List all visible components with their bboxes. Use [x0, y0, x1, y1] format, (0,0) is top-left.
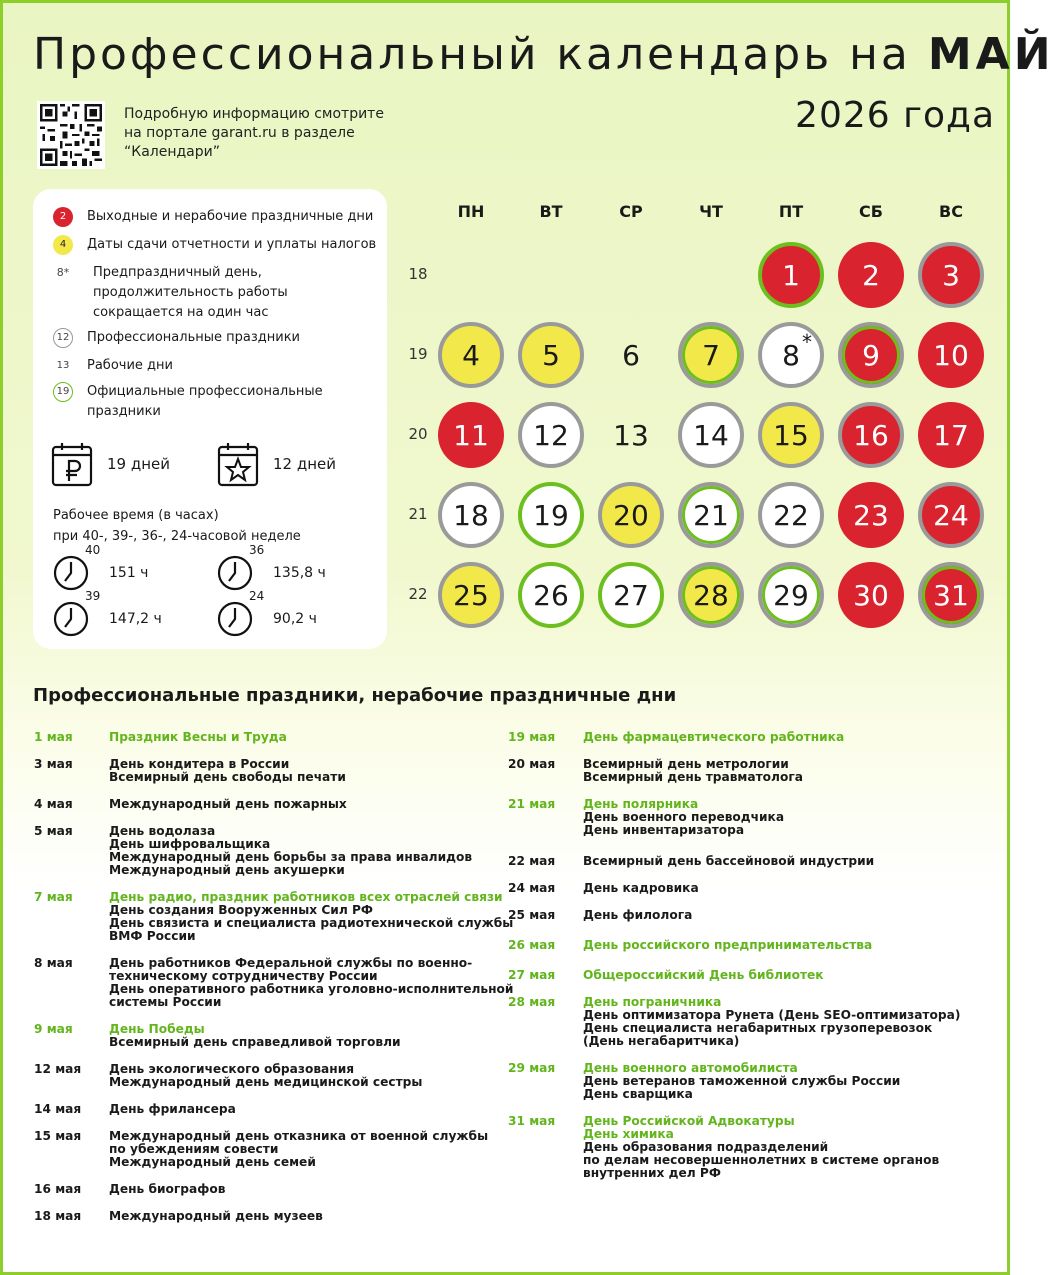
holiday-date: 15 мая	[34, 1129, 82, 1143]
legend-item-professional	[53, 328, 377, 348]
day-number: 14	[693, 418, 729, 452]
holiday-name: Международный день семей	[109, 1155, 316, 1169]
calendar-day[interactable]	[918, 322, 984, 388]
holiday-name: День Победы	[109, 1022, 205, 1036]
legend-mark: 4	[53, 235, 73, 255]
holiday-date: 27 мая	[508, 968, 556, 982]
holiday-name: День создания Вооруженных Сил РФ	[109, 903, 374, 917]
holiday-date: 18 мая	[34, 1209, 82, 1223]
calendar-day[interactable]	[758, 402, 824, 468]
day-number: 18	[453, 498, 489, 532]
calendar-day[interactable]	[838, 482, 904, 548]
info-text: Подробную информацию смотрите на портале garant.ru в разделе “Календари”	[124, 106, 384, 160]
holiday-name: День биографов	[109, 1182, 226, 1196]
holiday-name: внутренних дел РФ	[583, 1166, 721, 1180]
weekday-header: ЧТ	[699, 202, 723, 221]
holiday-name: Всемирный день свободы печати	[109, 770, 346, 784]
legend-item-official	[53, 382, 327, 422]
holiday-name: Международный день пожарных	[109, 797, 347, 811]
legend-item-workdays	[53, 356, 377, 376]
day-number: 28	[693, 578, 729, 612]
legend-mark: 8*	[56, 266, 70, 279]
holiday-names	[583, 1115, 939, 1180]
week-hours-label: 36	[249, 543, 265, 557]
holiday-name: День оптимизатора Рунета (День SEO-оптимизатора)	[583, 1008, 961, 1022]
calendar-day[interactable]	[918, 482, 984, 548]
holiday-name: День радио, праздник работников всех отраслей связи	[109, 890, 503, 904]
holiday-names	[583, 1062, 900, 1101]
holiday-name: Международный день отказника от военной службы	[109, 1129, 489, 1143]
work-days-value: 19 дней	[107, 455, 171, 473]
holiday-name: День полярника	[583, 797, 699, 811]
holiday-entry	[34, 1130, 488, 1169]
week-hours-label: 24	[249, 589, 265, 603]
holiday-name: День Российской Адвокатуры	[583, 1114, 795, 1128]
holiday-date: 22 мая	[508, 854, 556, 868]
day-number: 9	[862, 338, 880, 372]
holiday-name: Всемирный день справедливой торговли	[109, 1035, 401, 1049]
calendar-day[interactable]	[838, 242, 904, 308]
work-time-title: Рабочее время (в часах)	[53, 508, 219, 523]
holiday-entry	[34, 891, 513, 943]
holiday-name: Международный день музеев	[109, 1209, 323, 1223]
holidays-title: Профессиональные праздники, нерабочие праздничные дни	[33, 685, 677, 706]
calendar-day[interactable]	[518, 482, 584, 548]
holiday-date: 28 мая	[508, 995, 556, 1009]
calendar-day[interactable]	[518, 562, 584, 628]
star-calendar-icon	[217, 441, 259, 487]
clock-icon	[217, 555, 253, 591]
day-number: 16	[853, 418, 889, 452]
holiday-name: День инвентаризатора	[583, 823, 745, 837]
calendar-day[interactable]	[438, 322, 504, 388]
week-hours-label: 40	[85, 543, 101, 557]
holiday-name: Всемирный день метрологии	[583, 757, 789, 771]
holiday-date: 21 мая	[508, 797, 556, 811]
holiday-names	[109, 798, 347, 811]
holiday-date: 29 мая	[508, 1061, 556, 1075]
holiday-name: День кадровика	[583, 881, 699, 895]
holiday-name: День военного автомобилиста	[583, 1061, 798, 1075]
holiday-entry	[508, 1115, 939, 1180]
day-number: 7	[702, 338, 720, 372]
holiday-name: День водолаза	[109, 824, 216, 838]
calendar-day[interactable]	[918, 562, 984, 628]
day-number: 8	[782, 338, 800, 372]
ruble-calendar-icon	[51, 441, 93, 487]
holiday-entry	[34, 731, 287, 744]
day-number: 4	[462, 338, 480, 372]
holiday-name: День российского предпринимательства	[583, 938, 873, 952]
legend-text: Рабочие дни	[87, 358, 173, 373]
holiday-date: 26 мая	[508, 938, 556, 952]
day-number: 24	[933, 498, 969, 532]
calendar-day[interactable]	[758, 562, 824, 628]
holiday-date: 1 мая	[34, 730, 73, 744]
holiday-name: День ветеранов таможенной службы России	[583, 1074, 901, 1088]
legend-item-reports	[53, 235, 377, 255]
holiday-entry	[34, 1183, 225, 1196]
hours-40	[53, 543, 149, 591]
holiday-entry	[34, 825, 472, 877]
holiday-name: День химика	[583, 1127, 674, 1141]
holiday-name: День специалиста негабаритных грузоперевозок	[583, 1021, 933, 1035]
day-number: 26	[533, 578, 569, 612]
preholiday-star: *	[802, 330, 812, 354]
holiday-name: по убеждениям совести	[109, 1142, 279, 1156]
weekday-header: СБ	[859, 202, 883, 221]
day-number: 6	[622, 338, 640, 372]
clock-icon	[217, 601, 253, 637]
hours-value: 151 ч	[109, 565, 149, 581]
holiday-names	[583, 909, 692, 922]
holiday-entry	[508, 939, 872, 952]
title-prefix: Профессиональный календарь на	[33, 29, 911, 80]
holiday-names	[583, 798, 784, 837]
holiday-date: 4 мая	[34, 797, 73, 811]
holiday-name: День экологического образования	[109, 1062, 355, 1076]
holiday-names	[109, 731, 287, 744]
year-label: 2026 года	[795, 95, 995, 136]
holiday-entry	[34, 1023, 401, 1049]
day-number: 23	[853, 498, 889, 532]
calendar-day[interactable]	[758, 482, 824, 548]
day-number: 2	[862, 258, 880, 292]
weekday-header: ПТ	[778, 202, 804, 221]
calendar-day[interactable]	[678, 562, 744, 628]
holiday-name: День кондитера в России	[109, 757, 290, 771]
calendar-day[interactable]	[598, 402, 664, 468]
holiday-names	[109, 1210, 323, 1223]
legend-text: Профессиональные праздники	[87, 330, 300, 345]
legend-mark: 2	[53, 207, 73, 227]
day-number: 22	[773, 498, 809, 532]
holiday-date: 12 мая	[34, 1062, 82, 1076]
holiday-name: Международный день акушерки	[109, 863, 345, 877]
holiday-names	[583, 996, 960, 1048]
holiday-date: 5 мая	[34, 824, 73, 838]
clock-icon	[53, 601, 89, 637]
holiday-date: 3 мая	[34, 757, 73, 771]
holiday-entry	[508, 909, 692, 922]
legend-mark: 19	[53, 382, 73, 402]
weekday-header: СР	[619, 202, 643, 221]
holiday-entry	[508, 882, 699, 895]
week-hours-label: 39	[85, 589, 101, 603]
day-number: 13	[613, 418, 649, 452]
holiday-date: 31 мая	[508, 1114, 556, 1128]
holiday-name: системы России	[109, 995, 222, 1009]
work-time-label	[53, 505, 373, 547]
calendar-day[interactable]	[678, 322, 744, 388]
day-number: 12	[533, 418, 569, 452]
holiday-names	[583, 731, 844, 744]
holiday-entry	[34, 758, 346, 784]
calendar-day[interactable]	[438, 562, 504, 628]
holiday-names	[109, 1103, 236, 1116]
week-number: 22	[408, 585, 428, 603]
day-number: 31	[933, 578, 969, 612]
day-number: 17	[933, 418, 969, 452]
legend-text: Предпраздничный день, продолжительность работы сокращается на один час	[93, 265, 288, 320]
calendar-day[interactable]	[838, 402, 904, 468]
holiday-name: по делам несовершеннолетних в системе органов	[583, 1153, 940, 1167]
holiday-names	[109, 891, 513, 943]
holiday-name: Международный день медицинской сестры	[109, 1075, 423, 1089]
holiday-entry	[34, 957, 513, 1009]
calendar-day[interactable]	[438, 482, 504, 548]
holiday-name: День фармацевтического работника	[583, 730, 845, 744]
day-number: 30	[853, 578, 889, 612]
holiday-name: День связиста и специалиста радиотехнической службы	[109, 916, 514, 930]
holiday-name: День работников Федеральной службы по военно-	[109, 956, 473, 970]
title-month: МАЙ	[927, 29, 1055, 80]
calendar-day[interactable]	[838, 562, 904, 628]
holiday-entry	[508, 798, 784, 837]
calendar-day[interactable]	[838, 322, 904, 388]
work-time-subtitle: при 40-, 39-, 36-, 24-часовой неделе	[53, 529, 301, 544]
holiday-entry	[508, 969, 824, 982]
legend-text: Официальные профессиональные праздники	[87, 384, 323, 419]
week-number: 18	[408, 265, 428, 283]
calendar-day[interactable]	[598, 322, 664, 388]
holiday-name: Всемирный день травматолога	[583, 770, 803, 784]
legend-item-weekends	[53, 207, 377, 227]
holiday-name: День фрилансера	[109, 1102, 236, 1116]
calendar-day[interactable]	[758, 322, 824, 388]
holiday-name: Праздник Весны и Труда	[109, 730, 287, 744]
holiday-names	[109, 825, 472, 877]
day-number: 27	[613, 578, 649, 612]
holiday-name: День оперативного работника уголовно-исполнительной	[109, 982, 514, 996]
day-number: 1	[782, 258, 800, 292]
holiday-name: Международный день борьбы за права инвалидов	[109, 850, 473, 864]
day-number: 10	[933, 338, 969, 372]
day-number: 29	[773, 578, 809, 612]
day-number: 5	[542, 338, 560, 372]
page-title	[33, 29, 1055, 80]
holiday-entry	[34, 1210, 323, 1223]
weekday-header: ВТ	[539, 202, 563, 221]
day-number: 25	[453, 578, 489, 612]
holiday-names	[109, 957, 513, 1009]
day-number: 3	[942, 258, 960, 292]
holiday-entry	[34, 1063, 422, 1089]
calendar-day[interactable]	[918, 242, 984, 308]
holiday-name: ВМФ России	[109, 929, 196, 943]
calendar-day[interactable]	[918, 402, 984, 468]
holiday-names	[583, 969, 824, 982]
hours-value: 147,2 ч	[109, 611, 162, 627]
hours-value: 135,8 ч	[273, 565, 326, 581]
day-number: 11	[453, 418, 489, 452]
holiday-name: День образования подразделений	[583, 1140, 829, 1154]
calendar-day[interactable]	[438, 402, 504, 468]
holiday-names	[109, 1023, 401, 1049]
legend-item-preholiday	[53, 263, 373, 323]
week-number: 19	[408, 345, 428, 363]
day-number: 15	[773, 418, 809, 452]
holiday-entry	[34, 1103, 236, 1116]
calendar-day[interactable]	[518, 402, 584, 468]
holiday-name: День военного переводчика	[583, 810, 785, 824]
holiday-names	[109, 1063, 422, 1089]
weekday-header: ВС	[939, 202, 963, 221]
qr-code-icon[interactable]	[37, 101, 105, 169]
holiday-date: 8 мая	[34, 956, 73, 970]
holiday-name: День пограничника	[583, 995, 722, 1009]
holiday-date: 7 мая	[34, 890, 73, 904]
holiday-names	[583, 882, 699, 895]
week-number: 20	[408, 425, 428, 443]
holiday-date: 20 мая	[508, 757, 556, 771]
holiday-entry	[34, 798, 347, 811]
holiday-entry	[508, 855, 874, 868]
holiday-names	[109, 1130, 488, 1169]
holiday-entry	[508, 996, 960, 1048]
holiday-name: Всемирный день бассейновой индустрии	[583, 854, 875, 868]
hours-value: 90,2 ч	[273, 611, 317, 627]
holiday-names	[583, 939, 872, 952]
legend-mark: 12	[53, 328, 73, 348]
holiday-name: (День негабаритчика)	[583, 1034, 740, 1048]
holiday-date: 14 мая	[34, 1102, 82, 1116]
holiday-entry	[508, 1062, 900, 1101]
holiday-date: 9 мая	[34, 1022, 73, 1036]
holiday-entry	[508, 731, 844, 744]
legend-mark: 13	[56, 360, 70, 371]
holiday-entry	[508, 758, 803, 784]
work-days-stat	[51, 441, 170, 487]
hours-39	[53, 589, 162, 637]
holiday-names	[109, 758, 346, 784]
clock-icon	[53, 555, 89, 591]
day-number: 21	[693, 498, 729, 532]
day-number: 19	[533, 498, 569, 532]
legend-text: Выходные и нерабочие праздничные дни	[87, 209, 374, 224]
calendar-day[interactable]	[678, 402, 744, 468]
legend-text: Даты сдачи отчетности и уплаты налогов	[87, 237, 377, 252]
calendar-day[interactable]	[598, 482, 664, 548]
holiday-names	[109, 1183, 225, 1196]
holiday-date: 16 мая	[34, 1182, 82, 1196]
legend-panel	[33, 189, 387, 649]
calendar-day[interactable]	[518, 322, 584, 388]
holiday-name: Общероссийский День библиотек	[583, 968, 824, 982]
calendar-day[interactable]	[758, 242, 824, 308]
holiday-date: 25 мая	[508, 908, 556, 922]
calendar-day[interactable]	[598, 562, 664, 628]
day-number: 20	[613, 498, 649, 532]
weekday-header: ПН	[457, 202, 485, 221]
holiday-name: День филолога	[583, 908, 693, 922]
holiday-name: День шифровальщика	[109, 837, 271, 851]
holiday-days-stat	[217, 441, 336, 487]
calendar-day[interactable]	[678, 482, 744, 548]
hours-24	[217, 589, 317, 637]
holiday-days-value: 12 дней	[273, 455, 337, 473]
holiday-name: День сварщика	[583, 1087, 693, 1101]
holiday-name: техническому сотрудничеству России	[109, 969, 378, 983]
holiday-names	[583, 758, 803, 784]
hours-36	[217, 543, 326, 591]
week-number: 21	[408, 505, 428, 523]
holiday-names	[583, 855, 874, 868]
holiday-date: 19 мая	[508, 730, 556, 744]
holiday-date: 24 мая	[508, 881, 556, 895]
